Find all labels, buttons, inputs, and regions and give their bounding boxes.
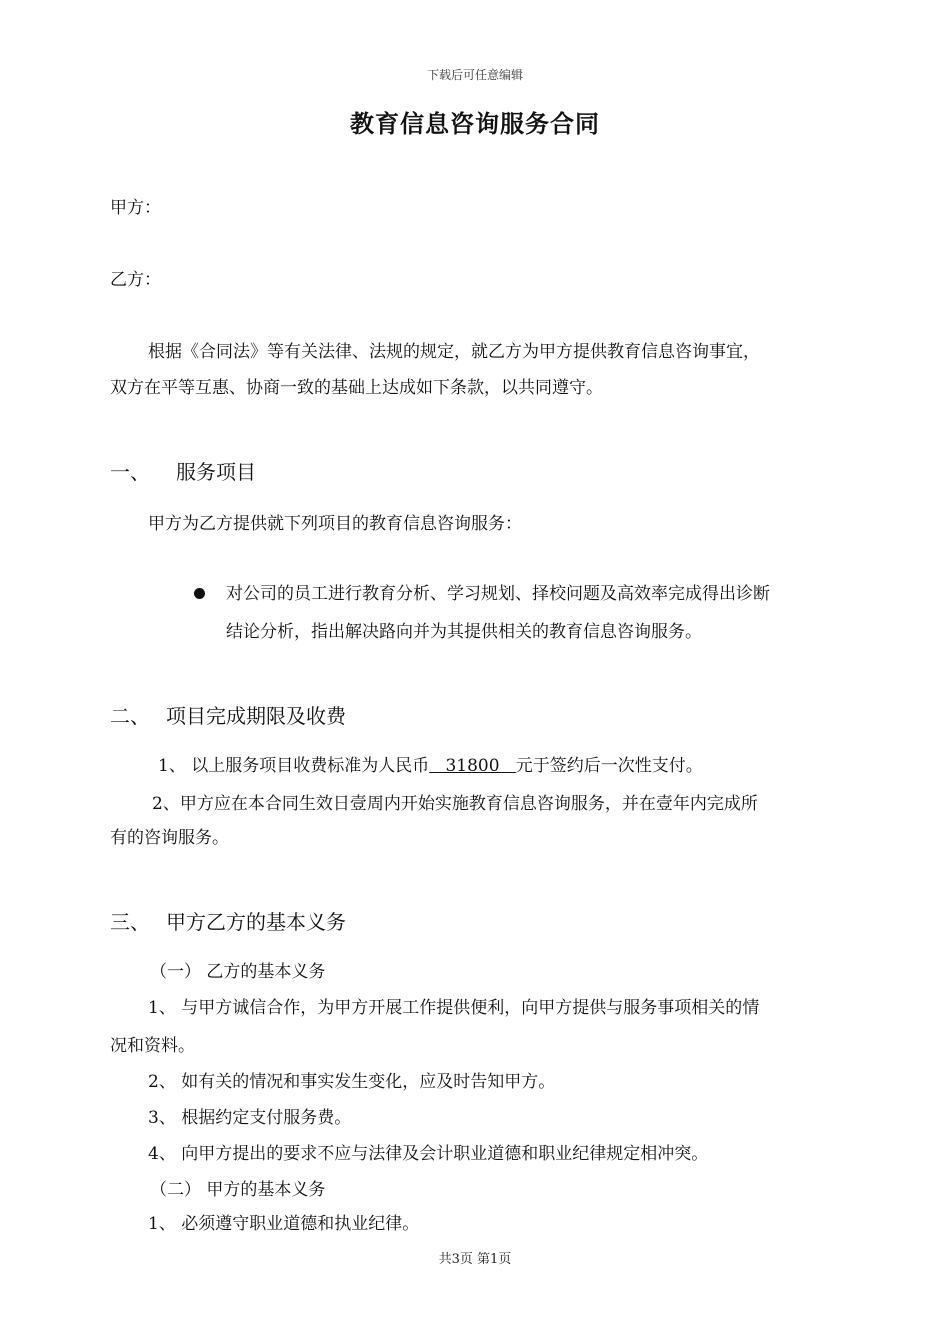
section-2-item-2-line-1: 2、甲方应在本合同生效日壹周内开始实施教育信息咨询服务，并在壹年内完成所 — [152, 794, 758, 814]
page-footer: 共3页 第1页 — [438, 1252, 512, 1267]
section-2-heading — [110, 704, 346, 728]
fee-suffix: 元于签约后一次性支付。 — [515, 756, 703, 776]
header-note: 下载后可任意编辑 — [426, 68, 523, 82]
subsection-1-item-1-line-2: 况和资料。 — [110, 1036, 195, 1056]
subsection-1-item-3: 3、 根据约定支付服务费。 — [148, 1108, 352, 1128]
section-2-number: 二、 — [110, 704, 150, 728]
bullet-dot-icon — [194, 588, 205, 599]
section-2-item-2-line-2: 有的咨询服务。 — [110, 828, 229, 848]
preamble-line-1: 根据《合同法》等有关法律、法规的规定，就乙方为甲方提供教育信息咨询事宜， — [148, 342, 760, 362]
section-1-heading — [110, 460, 256, 484]
subsection-1-item-1-line-1: 1、 与甲方诚信合作，为甲方开展工作提供便利，向甲方提供与服务事项相关的情 — [148, 998, 760, 1018]
section-3-title: 甲方乙方的基本义务 — [166, 910, 346, 934]
subsection-2-title: （二） 甲方的基本义务 — [150, 1180, 326, 1200]
section-1-bullet-line-2: 结论分析，指出解决路向并为其提供相关的教育信息咨询服务。 — [226, 622, 702, 642]
fee-prefix: 1、 以上服务项目收费标准为人民币 — [158, 756, 430, 776]
party-b-label: 乙方： — [110, 270, 161, 290]
party-a-label: 甲方： — [110, 198, 161, 218]
subsection-1-item-2: 2、 如有关的情况和事实发生变化，应及时告知甲方。 — [148, 1072, 556, 1092]
document-title: 教育信息咨询服务合同 — [350, 109, 600, 138]
section-2-title: 项目完成期限及收费 — [166, 704, 346, 728]
section-2-item-1 — [158, 756, 703, 776]
section-1-title: 服务项目 — [176, 460, 256, 484]
section-3-number: 三、 — [110, 910, 150, 934]
section-3-heading — [110, 910, 346, 934]
section-1-intro: 甲方为乙方提供就下列项目的教育信息咨询服务： — [148, 514, 522, 534]
section-1-bullet-line-1: 对公司的员工进行教育分析、学习规划、择校问题及高效率完成得出诊断 — [226, 584, 770, 604]
preamble-line-2: 双方在平等互惠、协商一致的基础上达成如下条款，以共同遵守。 — [110, 378, 603, 398]
subsection-1-item-4: 4、 向甲方提出的要求不应与法律及会计职业道德和职业纪律规定相冲突。 — [148, 1144, 709, 1164]
fee-amount: 31800 — [429, 756, 516, 776]
subsection-1-title: （一） 乙方的基本义务 — [150, 962, 326, 982]
subsection-2-item-1: 1、 必须遵守职业道德和执业纪律。 — [148, 1214, 420, 1234]
section-1-number: 一、 — [110, 460, 150, 484]
